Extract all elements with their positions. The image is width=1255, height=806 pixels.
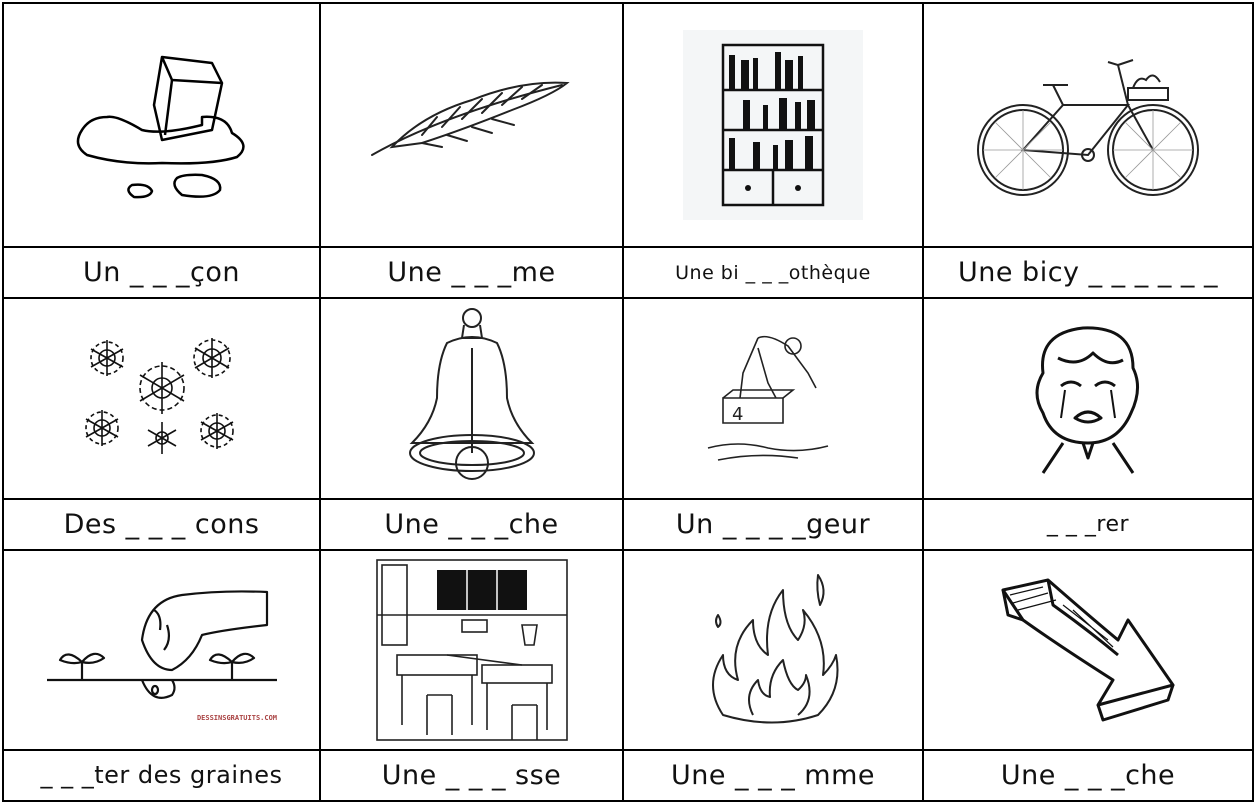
word-label: Une _ _ _che: [1000, 759, 1176, 791]
label-cell: [923, 499, 1253, 550]
word-label: Une _ _ _ sse: [381, 759, 562, 791]
label-cell: [623, 247, 923, 298]
label-row-1: [3, 247, 1253, 298]
label-cell: [923, 247, 1253, 298]
word-label: Une _ _ _che: [384, 508, 559, 540]
picture-row-2: [3, 298, 1253, 498]
picture-cell: [623, 298, 923, 498]
label-cell: [320, 247, 623, 298]
label-cell: [3, 247, 320, 298]
picture-cell: [3, 550, 320, 750]
picture-cell: [923, 3, 1253, 247]
word-label: Une bi _ _ _othèque: [675, 261, 871, 284]
arrow-image: [978, 565, 1198, 735]
word-label: Des _ _ _ cons: [63, 508, 260, 540]
label-row-2: [3, 499, 1253, 550]
crying-boy-image: [1023, 318, 1153, 478]
picture-cell: [623, 550, 923, 750]
label-cell: [320, 750, 623, 801]
snowflakes-image: [62, 323, 262, 473]
picture-row-1: [3, 3, 1253, 247]
picture-cell: [320, 3, 623, 247]
label-cell: [3, 750, 320, 801]
picture-cell: [320, 298, 623, 498]
word-label: _ _ _ter des graines: [40, 761, 283, 790]
word-label: Une _ _ _me: [387, 257, 556, 289]
watermark-text: DESSINSGRATUITS.COM: [196, 713, 277, 722]
ice-cube-image: [62, 35, 262, 215]
picture-cell: [3, 298, 320, 498]
label-cell: [923, 750, 1253, 801]
word-label: Une bicy _ _ _ _ _ _: [957, 257, 1219, 289]
picture-cell: [923, 298, 1253, 498]
word-label: _ _ _rer: [1046, 511, 1130, 537]
picture-cell: [923, 550, 1253, 750]
swimmer-image: [698, 328, 848, 468]
bicycle-image: [968, 40, 1208, 210]
feather-image: [362, 55, 582, 195]
fire-image: [698, 565, 848, 735]
worksheet-table: [2, 2, 1254, 802]
label-cell: [3, 499, 320, 550]
word-label: Un _ _ _çon: [82, 257, 241, 289]
label-cell: [320, 499, 623, 550]
bookshelf-image: [683, 30, 863, 220]
classroom-image: [372, 555, 572, 745]
block-number: 4: [732, 404, 744, 426]
planting-seeds-image: [42, 570, 282, 730]
picture-cell: [623, 3, 923, 247]
word-label: Une _ _ _ mme: [670, 759, 876, 791]
label-cell: [623, 750, 923, 801]
word-label: Un _ _ _ _geur: [675, 508, 871, 540]
label-cell: [623, 499, 923, 550]
picture-cell: [320, 550, 623, 750]
picture-row-3: [3, 550, 1253, 750]
bell-image: [402, 303, 542, 493]
label-row-3: [3, 750, 1253, 801]
picture-cell: [3, 3, 320, 247]
